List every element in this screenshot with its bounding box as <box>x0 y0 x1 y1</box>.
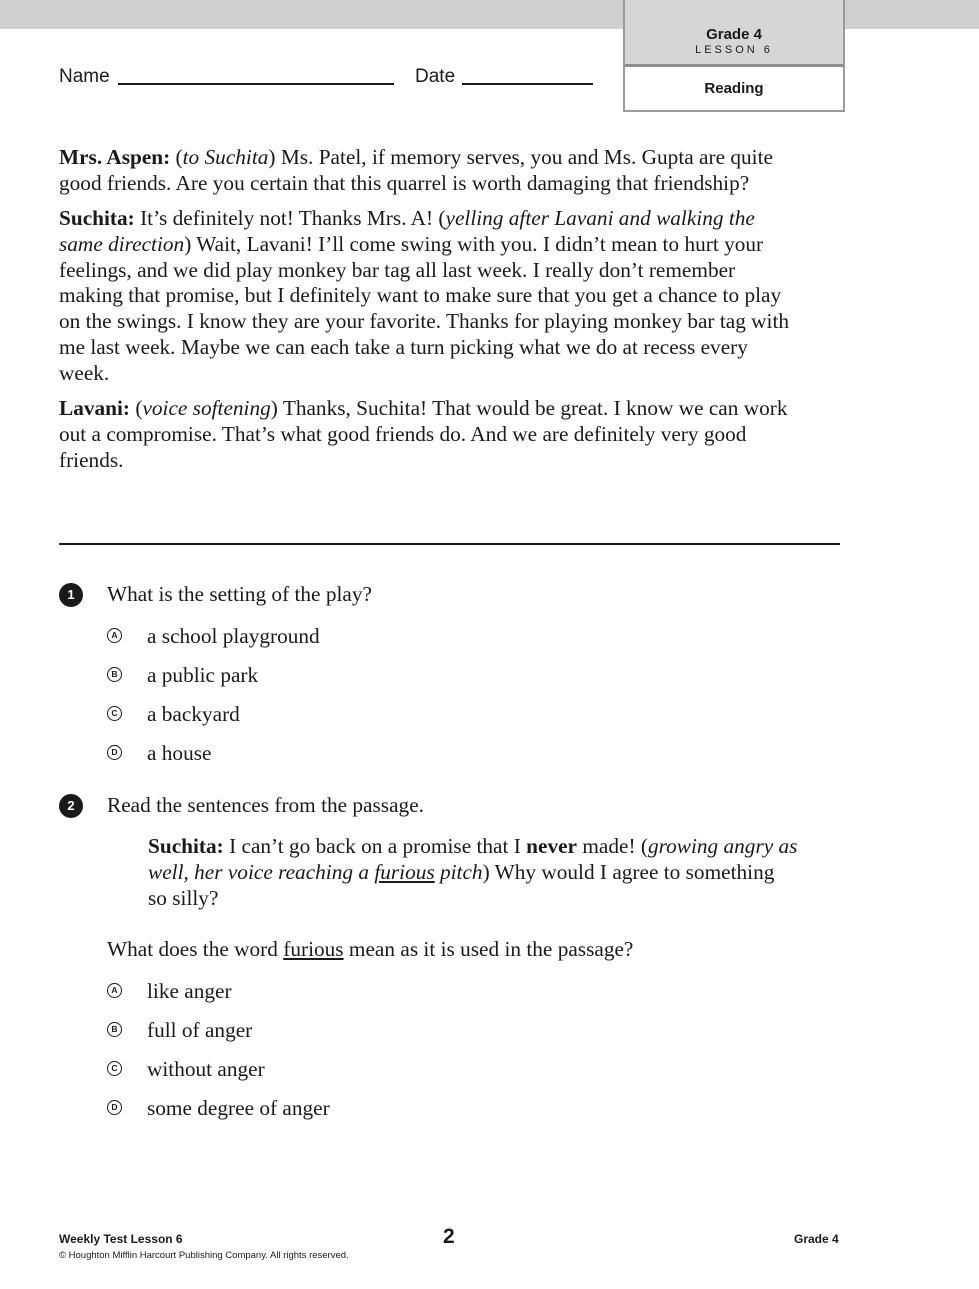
footer-copyright: © Houghton Mifflin Harcourt Publishing Company. All rights reserved. <box>59 1250 349 1261</box>
stage-direction: to Suchita <box>182 145 269 169</box>
speaker-name: Suchita: <box>59 206 135 231</box>
tab-subject: Reading <box>704 80 764 97</box>
name-field[interactable] <box>118 83 394 85</box>
section-divider <box>59 543 840 545</box>
question-number-badge: 1 <box>59 583 83 607</box>
dialogue-text: ( <box>170 145 183 169</box>
speaker-name: Mrs. Aspen: <box>59 145 171 169</box>
option-bubble[interactable]: A <box>107 628 122 643</box>
dialogue-text: It’s definitely not! Thanks Mrs. A! ( <box>134 206 446 231</box>
footer-grade: Grade 4 <box>794 1232 839 1246</box>
option-bubble[interactable]: D <box>107 745 122 760</box>
excerpt-text: ) Why would I agree to something so silly? <box>148 859 775 910</box>
excerpt-text: made! ( <box>577 834 648 858</box>
tab-lesson: LESSON 6 <box>695 44 773 56</box>
option-text: a school playground <box>147 624 320 648</box>
passage <box>59 145 799 483</box>
option-bubble[interactable]: B <box>107 1022 122 1037</box>
excerpt-text: I can’t go back on a promise that I <box>223 834 527 858</box>
footer-test-title: Weekly Test Lesson 6 <box>59 1232 183 1246</box>
prompt-text: mean as it is used in the passage? <box>343 937 634 961</box>
question-prompt <box>107 937 633 962</box>
dialogue-text: ) Ms. Patel, if memory serves, you and Ms. Gupta are quite good friends. Are you certain that this quarrel is worth damaging that friendship? <box>59 145 773 195</box>
date-label: Date <box>415 66 456 87</box>
speaker-name: Lavani: <box>59 396 131 421</box>
grade-lesson-tab <box>623 0 845 112</box>
stage-direction: yelling after Lavani and walking the same direction <box>59 206 755 256</box>
passage-paragraph <box>59 145 799 197</box>
passage-paragraph <box>59 396 799 473</box>
question-text: Read the sentences from the passage. <box>107 793 424 817</box>
option-bubble[interactable]: A <box>107 983 122 998</box>
emphasized-word: never <box>526 834 578 858</box>
dialogue-text: ) Wait, Lavani! I’ll come swing with you. I didn’t mean to hurt your feelings, and we did play monkey bar tag all last week. I really don’t remember making that promise, but I definitely want to make sure that you get a chance to play on the swings. I know they are your favorite. Thanks for playing monkey bar tag with me last week. Maybe we can each take a turn picking what we do at recess every week. <box>59 231 790 385</box>
passage-paragraph <box>59 206 799 387</box>
stage-direction: pitch <box>434 859 483 884</box>
stage-direction: growing angry as well, her voice reaching a <box>148 834 798 884</box>
option-bubble[interactable]: C <box>107 1061 122 1076</box>
prompt-text: What does the word <box>107 937 284 961</box>
tab-header <box>625 0 843 67</box>
option-text: some degree of anger <box>147 1096 330 1120</box>
underlined-word: furious <box>374 859 435 884</box>
option-text: a backyard <box>147 702 240 726</box>
name-label: Name <box>59 66 110 87</box>
page-number: 2 <box>443 1225 455 1248</box>
option-text: a house <box>147 741 212 765</box>
question-number-badge: 2 <box>59 794 83 818</box>
option-bubble[interactable]: D <box>107 1100 122 1115</box>
underlined-word: furious <box>283 937 344 961</box>
question-text: What is the setting of the play? <box>107 582 372 606</box>
option-text: full of anger <box>147 1018 253 1042</box>
option-text: a public park <box>147 663 259 687</box>
option-bubble[interactable]: B <box>107 667 122 682</box>
date-field[interactable] <box>462 83 593 85</box>
dialogue-text: ( <box>130 396 143 421</box>
speaker-name: Suchita: <box>148 834 224 858</box>
dialogue-text: ) Thanks, Suchita! That would be great. I know we can work out a compromise. That’s what good friends do. And we are definitely very good friends. <box>59 396 788 472</box>
stage-direction: voice softening <box>142 396 271 421</box>
tab-grade: Grade 4 <box>706 26 762 43</box>
option-text: without anger <box>147 1057 265 1081</box>
quoted-excerpt <box>148 834 798 911</box>
option-text: like anger <box>147 979 232 1003</box>
option-bubble[interactable]: C <box>107 706 122 721</box>
